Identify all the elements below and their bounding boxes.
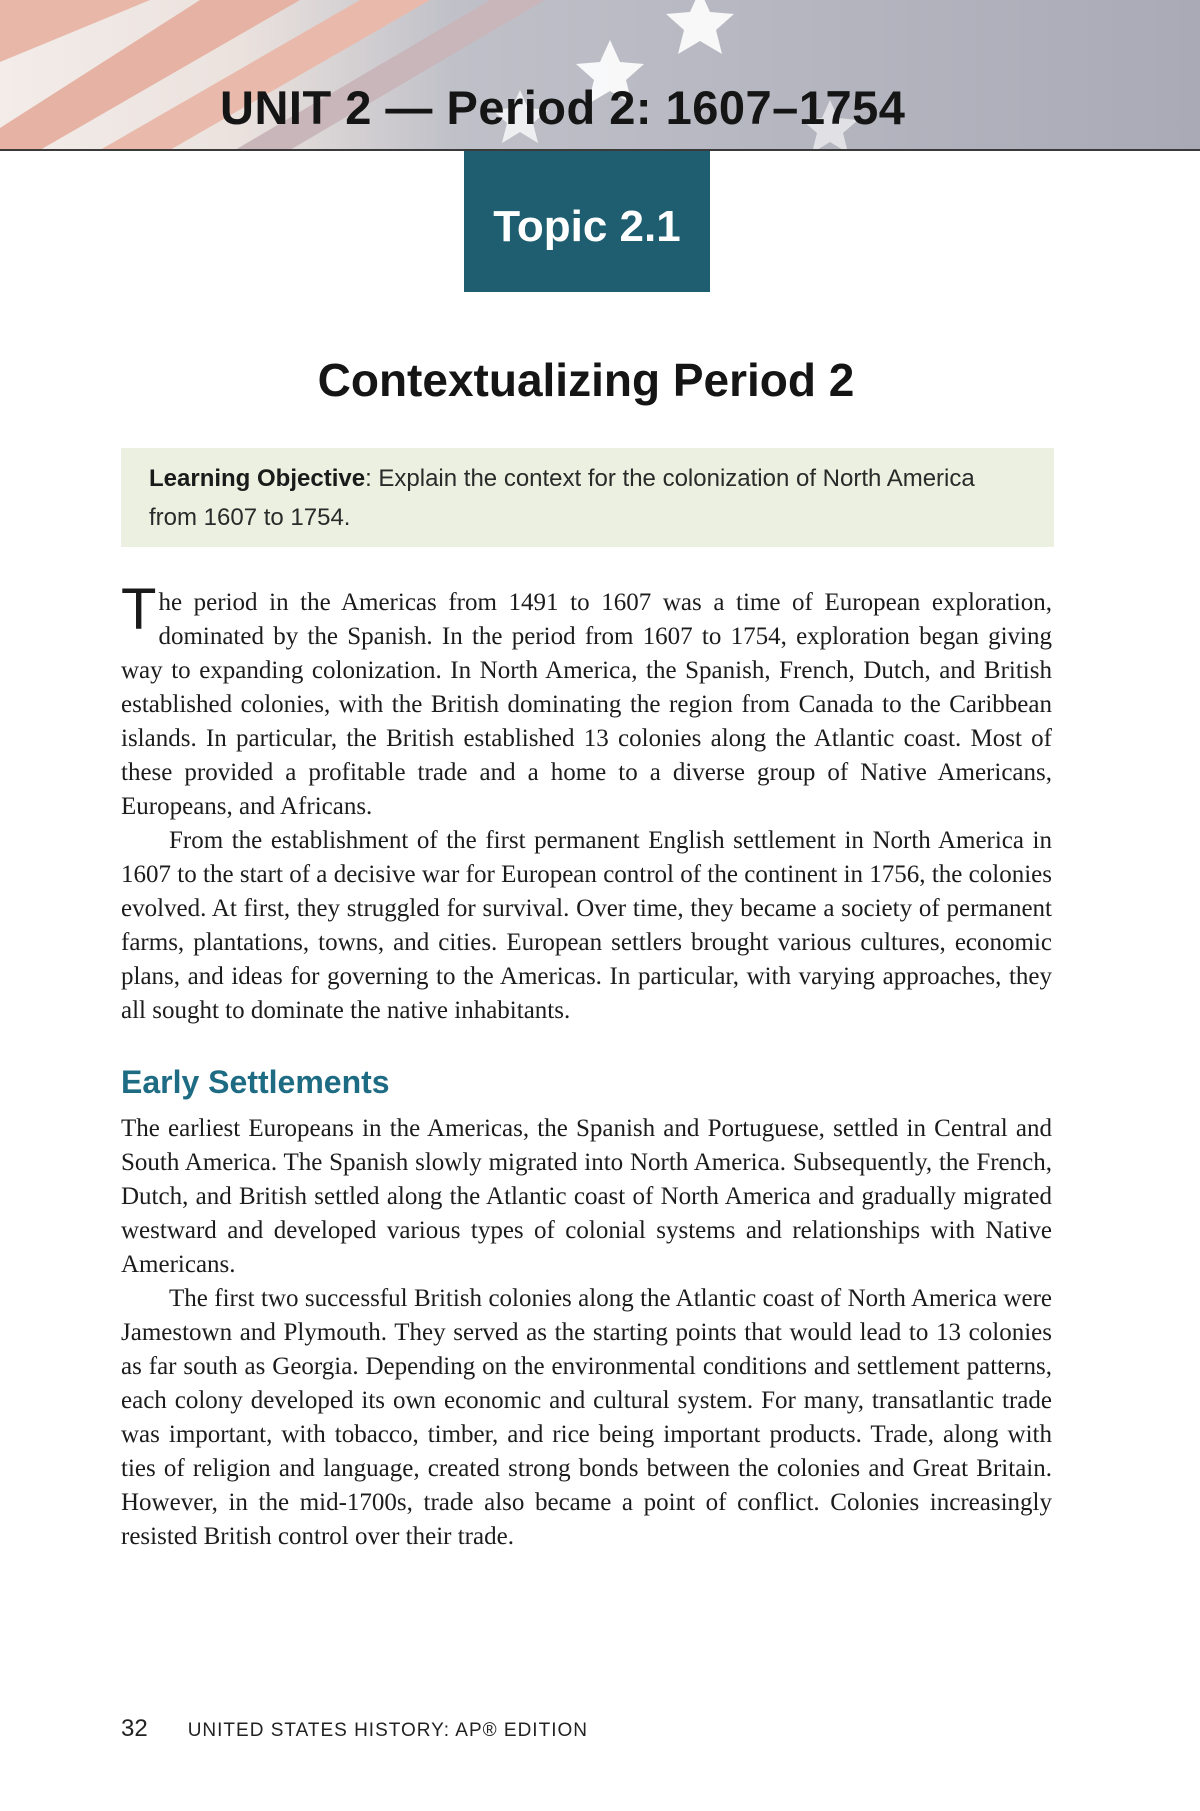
topic-tab xyxy=(464,151,710,292)
intro-paragraph-1-text: he period in the Americas from 1491 to 1607 was a time of European exploration, dominated by the Spanish. In the period from 1607 to 1754, exploration began giving way to expanding colonization. In North America, the Spanish, French, Dutch, and British established colonies, with the British dominating the region from Canada to the Caribbean islands. In particular, the British established 13 colonies along the Atlantic coast. Most of these provided a profitable trade and a home to a diverse group of Native Americans, Europeans, and Africans. xyxy=(121,589,1052,820)
header-banner xyxy=(0,0,1200,150)
page-title: Contextualizing Period 2 xyxy=(317,354,855,406)
star-icon xyxy=(666,0,734,54)
book-title: UNITED STATES HISTORY: AP® EDITION xyxy=(187,1720,588,1741)
section-heading: Early Settlements xyxy=(121,1064,390,1100)
page-footer xyxy=(121,1715,588,1747)
section-paragraph-2: The first two successful British colonies along the Atlantic coast of North America were Jamestown and Plymouth. They served as the starting points that would lead to 13 colonies as far south as Georgia. Depending on the environmental conditions and settlement patterns, each colony developed its own economic and cultural system. For many, transatlantic trade was important, with tobacco, timber, and rice being important products. Trade, along with ties of religion and language, created strong bonds between the colonies and Great Britain. However, in the mid-1700s, trade also became a point of conflict. Colonies increasingly resisted British control over their trade. xyxy=(121,1285,1052,1550)
objective-label: Learning Objective xyxy=(149,465,366,492)
unit-title: UNIT 2 — Period 2: 1607–1754 xyxy=(220,81,906,134)
page-number: 32 xyxy=(121,1715,148,1742)
topic-label: Topic 2.1 xyxy=(493,201,681,251)
intro-paragraph-2: From the establishment of the first permanent English settlement in North America in 1607 to the start of a decisive war for European control of the continent in 1756, the colonies evolved. At first, they struggled for survival. Over time, they became a society of permanent farms, plantations, towns, and cities. European settlers brought various cultures, economic plans, and ideas for governing to the Americas. In particular, with varying approaches, they all sought to dominate the native inhabitants. xyxy=(121,827,1052,1024)
learning-objective-box xyxy=(121,448,1054,547)
intro-paragraph-1 xyxy=(121,577,1052,824)
section-paragraph-1: The earliest Europeans in the Americas, the Spanish and Portuguese, settled in Central and South America. The Spanish slowly migrated into North America. Subsequently, the French, Dutch, and British settled along the Atlantic coast of North America and gradually migrated westward and developed various types of colonial systems and relationships with Native Americans. xyxy=(121,1115,1052,1278)
main-content xyxy=(121,577,1052,1554)
objective-text: : Explain the context for the colonization of North America from 1607 to 1754. xyxy=(149,465,975,531)
drop-cap: T xyxy=(121,577,157,642)
